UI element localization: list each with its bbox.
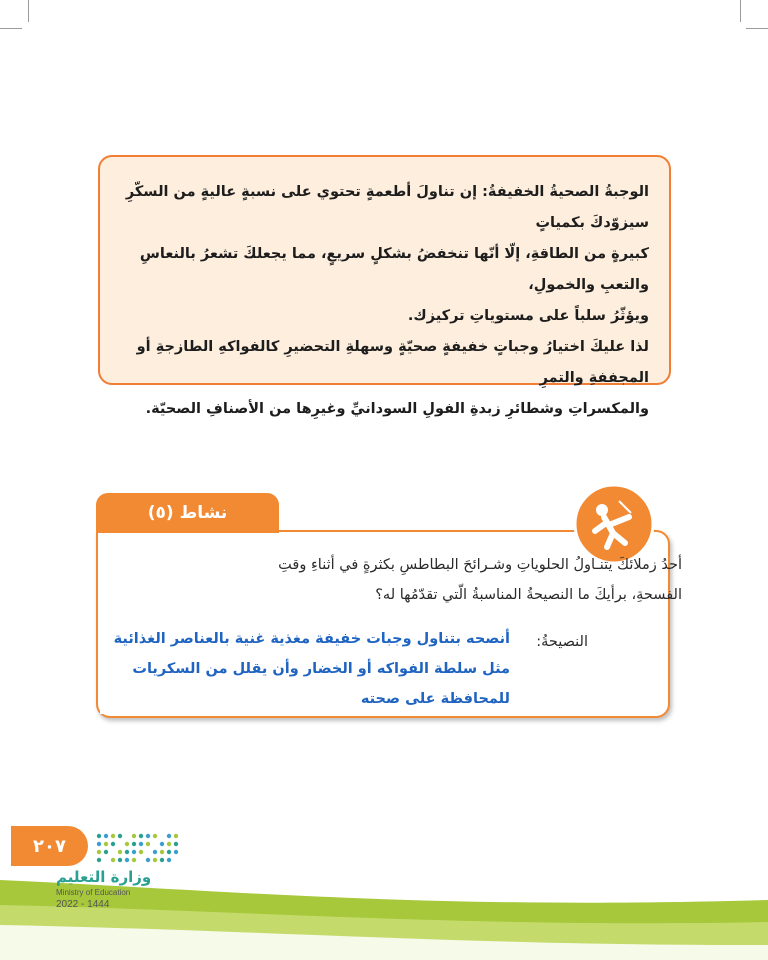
info-line: والمكسراتِ وشطائرِ زبدةِ الفولِ السودانيِّ وغيرِها من الأصنافِ الصحيّة. [145,401,649,417]
info-line: ويؤثّرُ سلباً على مستوياتِ تركيزك. [407,308,649,324]
answer-line: مثل سلطة الفواكه أو الخضار وأن يقلل من السكريات [132,661,510,677]
activity-question [192,550,682,610]
crop-mark [740,0,741,22]
page-number: ٢٠٧ [11,826,88,866]
info-line: الوجبةُ الصحيةُ الخفيفةُ: إن تناولَ أطعمةٍ تحتوي على نسبةٍ عاليةٍ من السكّرِ سيزوّدكَ بكمياتٍ [125,184,649,231]
info-line: كبيرةٍ من الطاقةِ، إلّا أنّها تنخفضُ بشكلٍ سريعٍ، مما يجعلكَ تشعرُ بالنعاسِ والتعبِ والخمولِ، [139,246,649,293]
healthy-snack-info-box [98,155,671,417]
question-line: الفسحةِ، برأيكَ ما النصيحةُ المناسبةُ الّتي تقدّمُها له؟ [375,587,682,603]
answer-line: أنصحه بتناول وجبات خفيفة مغذية غنية بالعناصر الغذائية [113,631,510,647]
ministry-name-arabic: وزارة التعليم [56,868,152,886]
crop-mark [0,28,22,29]
ministry-year: 2022 - 1444 [56,899,110,910]
ministry-dots-logo [95,831,183,867]
crop-mark [746,28,768,29]
question-line: أحدُ زملائكَ يتنـاولُ الحلوياتِ وشـرائحَ البطاطسِ بكثرةٍ في أثناءِ وقتِ [278,557,682,573]
ministry-name-english: Ministry of Education [56,888,131,897]
answer-line: للمحافظة على صحته [360,691,510,707]
activity-title: نشاط (٥) [96,493,279,533]
info-line: لذا عليكَ اختيارُ وجباتٍ خفيفةٍ صحيّةٍ وسهلةِ التحضيرِ كالفواكهِ الطازجةِ أو المجففةِ والتمرِ [136,339,649,386]
answer-field[interactable] [100,624,510,714]
advice-label: النصيحةُ: [536,634,588,650]
crop-mark [28,0,29,22]
